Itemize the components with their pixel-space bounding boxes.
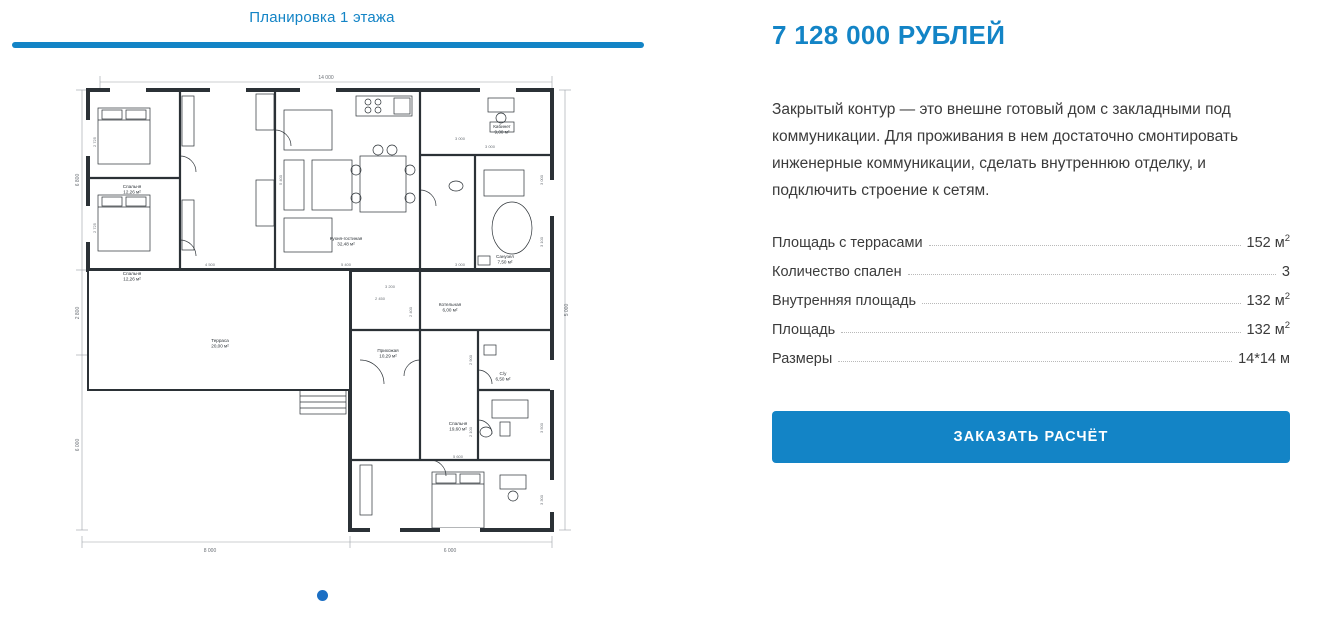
svg-text:Спальня: Спальня xyxy=(122,184,142,189)
svg-text:Терраса: Терраса xyxy=(211,338,229,343)
description-text: Закрытый контур — это внешне готовый дом с закладными под коммуникации. Для проживания в нем достаточно смонтировать инженерные коммуникации, сделать внутреннюю отделку, и подключить строение к сетям. xyxy=(772,100,1239,199)
svg-text:10,29 м²: 10,29 м² xyxy=(379,353,397,359)
svg-text:6,50 м²: 6,50 м² xyxy=(495,376,511,382)
spec-row xyxy=(772,280,1290,309)
plan-title: Планировка 1 этажа xyxy=(249,9,395,26)
spec-row xyxy=(772,222,1290,251)
svg-text:3 300: 3 300 xyxy=(539,494,544,506)
plan-title-underline xyxy=(12,42,644,48)
svg-text:Санузел: Санузел xyxy=(496,254,514,259)
svg-text:14 000: 14 000 xyxy=(318,75,334,81)
spec-row xyxy=(772,251,1290,280)
svg-text:3 200: 3 200 xyxy=(384,284,396,289)
carousel-dots[interactable] xyxy=(0,590,644,601)
spec-leader xyxy=(838,360,1232,362)
specs-list xyxy=(772,222,1290,367)
order-calculation-button[interactable]: ЗАКАЗАТЬ РАСЧЁТ xyxy=(772,411,1290,463)
svg-text:7,50 м²: 7,50 м² xyxy=(497,259,513,265)
svg-text:Кабинет: Кабинет xyxy=(493,124,511,129)
svg-text:8 000: 8 000 xyxy=(203,548,217,554)
svg-text:12,26 м²: 12,26 м² xyxy=(123,276,141,282)
svg-text:3 500: 3 500 xyxy=(539,422,544,434)
svg-text:5 000: 5 000 xyxy=(564,303,570,317)
floorplan-svg xyxy=(60,60,600,560)
spec-label: Площадь с террасами xyxy=(772,235,923,251)
svg-text:2 450: 2 450 xyxy=(374,296,386,301)
svg-text:5 600: 5 600 xyxy=(452,454,464,459)
svg-text:Кухня-гостиная: Кухня-гостиная xyxy=(329,236,363,241)
spec-value: 152 $м^2$ xyxy=(1246,233,1290,251)
svg-text:3 000: 3 000 xyxy=(454,262,466,267)
spec-label: Внутренняя площадь xyxy=(772,293,916,309)
price-heading: 7 128 000 РУБЛЕЙ xyxy=(772,20,1006,50)
svg-text:12,26 м²: 12,26 м² xyxy=(123,189,141,195)
spec-leader xyxy=(929,244,1241,246)
svg-text:9,00 м²: 9,00 м² xyxy=(494,129,510,135)
svg-text:4 500: 4 500 xyxy=(204,262,216,267)
spec-label: Размеры xyxy=(772,351,833,367)
svg-text:6,00 м²: 6,00 м² xyxy=(442,307,458,313)
spec-leader xyxy=(922,302,1241,304)
svg-text:Котельная: Котельная xyxy=(438,302,462,307)
svg-text:Спальня: Спальня xyxy=(448,421,468,426)
svg-text:6 800: 6 800 xyxy=(75,173,81,187)
svg-text:2 100: 2 100 xyxy=(468,426,473,438)
spec-leader xyxy=(841,331,1240,333)
svg-text:3 000: 3 000 xyxy=(484,144,496,149)
svg-text:С/у: С/у xyxy=(499,371,507,376)
spec-row xyxy=(772,309,1290,338)
spec-value: 3 xyxy=(1281,264,1290,280)
spec-label: Площадь xyxy=(772,322,836,338)
svg-text:3 000: 3 000 xyxy=(454,136,466,141)
svg-text:32,48 м²: 32,48 м² xyxy=(337,241,355,247)
svg-text:6 000: 6 000 xyxy=(75,438,81,452)
svg-text:2 725: 2 725 xyxy=(92,222,97,234)
spec-row xyxy=(772,338,1290,367)
svg-text:19,60 м²: 19,60 м² xyxy=(449,426,467,432)
svg-text:5 400: 5 400 xyxy=(340,262,352,267)
spec-value: 132 $м^2$ xyxy=(1246,291,1290,309)
spec-value: 132 $м^2$ xyxy=(1246,320,1290,338)
spec-leader xyxy=(908,273,1276,275)
svg-text:2 400: 2 400 xyxy=(408,306,413,318)
svg-text:2 800: 2 800 xyxy=(75,306,81,320)
svg-text:6 000: 6 000 xyxy=(443,548,457,554)
svg-text:2 725: 2 725 xyxy=(92,136,97,148)
svg-text:Прихожая: Прихожая xyxy=(377,348,399,353)
svg-text:Спальня: Спальня xyxy=(122,271,142,276)
svg-text:5 400: 5 400 xyxy=(278,174,283,186)
svg-text:3 000: 3 000 xyxy=(539,174,544,186)
svg-text:2 900: 2 900 xyxy=(468,354,473,366)
spec-label: Количество спален xyxy=(772,264,902,280)
carousel-dot-1[interactable] xyxy=(317,590,328,601)
product-info-panel xyxy=(772,0,1290,617)
svg-text:3 100: 3 100 xyxy=(539,236,544,248)
floorplan-image[interactable] xyxy=(60,60,600,560)
svg-text:20,00 м²: 20,00 м² xyxy=(211,343,229,349)
spec-value: 14*14 м xyxy=(1238,351,1290,367)
